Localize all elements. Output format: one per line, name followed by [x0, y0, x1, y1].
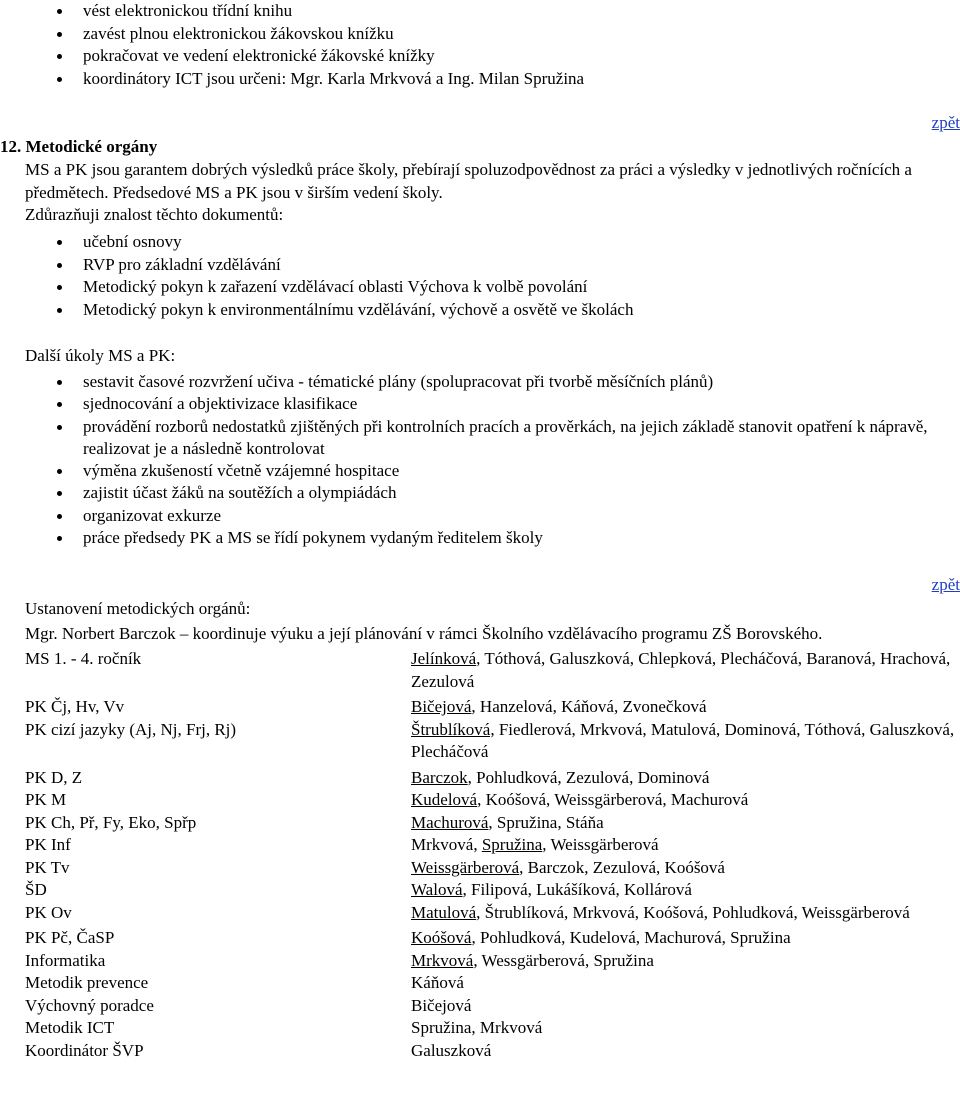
table-row — [25, 902, 955, 928]
table-row — [25, 950, 955, 973]
organ-members-cell — [411, 696, 955, 719]
list-item: RVP pro základní vzdělávání — [25, 254, 940, 277]
members-text: , Weissgärberová — [542, 835, 659, 854]
organ-name-cell: Metodik prevence — [25, 973, 149, 992]
chair-name: Mrkvová — [411, 950, 474, 970]
list-item: zavést plnou elektronickou žákovskou knížku — [25, 23, 940, 46]
further-tasks-label: Další úkoly MS a PK: — [25, 346, 176, 365]
table-row — [25, 767, 955, 790]
establishment-label: Ustanovení metodických orgánů: — [25, 599, 251, 618]
section-intro — [25, 159, 955, 227]
bullet-icon — [57, 9, 62, 14]
table-row — [25, 1017, 955, 1040]
table-row — [25, 972, 955, 995]
list-item: Metodický pokyn k zařazení vzdělávací oblasti Výchova k volbě povolání — [25, 276, 940, 299]
organ-members-cell — [411, 1017, 955, 1040]
members-text: , Hanzelová, Káňová, Zvonečková — [471, 697, 707, 716]
table-row — [25, 857, 955, 880]
bullet-icon — [57, 425, 62, 430]
table-row — [25, 789, 955, 812]
back-link[interactable]: zpět — [931, 113, 960, 132]
section-heading: 12. Metodické orgány — [0, 137, 158, 156]
list-item: pokračovat ve vedení elektronické žákovské knížky — [25, 45, 940, 68]
members-text: , Koóšová, Weissgärberová, Machurová — [477, 790, 749, 809]
table-row — [25, 812, 955, 835]
members-text: , Pohludková, Zezulová, Dominová — [467, 767, 710, 787]
bullet-icon — [57, 32, 62, 37]
organ-name-cell: PK Inf — [25, 835, 71, 854]
organ-name-cell: PK Tv — [25, 857, 70, 877]
organ-name-cell: PK Pč, ČaSP — [25, 928, 115, 947]
intro-paragraph: MS a PK jsou garantem dobrých výsledků práce školy, přebírají spoluzodpovědnost za práci a výsledky v jednotlivých ročnících a předmětech. Předsedové MS a PK jsou v širším vedení školy. — [25, 160, 912, 202]
bullet-icon — [57, 491, 62, 496]
chair-name: Weissgärberová — [411, 857, 520, 877]
organ-name-cell: Koordinátor ŠVP — [25, 1040, 144, 1060]
chair-name: Barczok — [411, 767, 468, 787]
organ-name-cell: ŠD — [25, 880, 47, 899]
organs-table-body — [25, 648, 955, 1062]
table-row — [25, 834, 955, 857]
members-text: , Štrublíková, Mrkvová, Koóšová, Pohludková, Weissgärberová — [476, 902, 910, 922]
members-text: Fiedlerová, Mrkvová, Matulová, Dominová, Tóthová, Galuszková, Plecháčová — [411, 719, 955, 761]
table-row — [25, 719, 955, 767]
organ-members-cell — [411, 789, 955, 812]
list-item: sjednocování a objektivizace klasifikace — [25, 393, 940, 415]
organ-members-cell — [411, 1040, 955, 1063]
organs-table — [25, 648, 955, 1062]
chair-name: Kudelová — [411, 790, 478, 809]
members-text: , Barczok, Zezulová, Koóšová — [519, 857, 725, 877]
bullet-icon — [57, 54, 62, 59]
bullet-icon — [57, 77, 62, 82]
list-item: koordinátory ICT jsou určeni: Mgr. Karla Mrkvová a Ing. Milan Spružina — [25, 68, 940, 91]
back-link[interactable]: zpět — [931, 575, 960, 594]
members-text: , Filipová, Lukášíková, Kollárová — [462, 880, 692, 899]
members-text: , Wessgärberová, Spružina — [473, 950, 654, 970]
organ-members-cell — [411, 879, 955, 902]
members-text: , Pohludková, Kudelová, Machurová, Spružina — [471, 928, 791, 947]
organ-name-cell: Výchovný poradce — [25, 995, 154, 1015]
documents-list — [0, 231, 940, 321]
table-row — [25, 995, 955, 1018]
organ-name-cell: PK cizí jazyky (Aj, Nj, Frj, Rj) — [25, 719, 237, 739]
list-item: práce předsedy PK a MS se řídí pokynem vydaným ředitelem školy — [25, 527, 940, 549]
members-text: , Tóthová, Galuszková, Chlepková, Plecháčová, Baranová, Hrachová, Zezulová — [411, 649, 951, 691]
chair-name: Koóšová — [411, 928, 472, 947]
organ-name-cell: MS 1. - 4. ročník — [25, 649, 142, 668]
bullet-icon — [57, 263, 62, 268]
table-row — [25, 879, 955, 902]
list-item: organizovat exkurze — [25, 505, 940, 527]
organ-members-cell — [411, 857, 955, 880]
list-item: zajistit účast žáků na soutěžích a olympiádách — [25, 482, 940, 504]
members-text: Spružina, Mrkvová — [411, 1018, 543, 1037]
chair-name: Spružina — [481, 835, 543, 854]
table-row — [25, 696, 955, 719]
members-text: Galuszková — [411, 1040, 492, 1060]
organ-members-cell — [411, 719, 955, 767]
bullet-icon — [57, 402, 62, 407]
list-item: výměna zkušeností včetně vzájemné hospitace — [25, 460, 940, 482]
chair-name: Matulová — [411, 902, 477, 922]
organ-name-cell: PK D, Z — [25, 767, 83, 787]
bullet-icon — [57, 469, 62, 474]
documents-intro: Zdůrazňuji znalost těchto dokumentů: — [25, 205, 284, 224]
organ-members-cell — [411, 902, 955, 928]
organ-members-cell — [411, 950, 955, 973]
members-text: Mrkvová, — [411, 835, 482, 854]
chair-name: Walová — [411, 880, 463, 899]
organ-members-cell — [411, 834, 955, 857]
table-row — [25, 648, 955, 696]
list-item: učební osnovy — [25, 231, 940, 254]
table-row — [25, 927, 955, 950]
bullet-icon — [57, 380, 62, 385]
organ-name-cell: PK M — [25, 790, 67, 809]
organ-members-cell — [411, 995, 955, 1018]
bullet-icon — [57, 536, 62, 541]
further-tasks-list — [0, 371, 940, 549]
organ-members-cell — [411, 812, 955, 835]
chair-name: Štrublíková, — [411, 719, 495, 739]
chair-name: Bičejová — [411, 697, 472, 716]
bullet-icon — [57, 514, 62, 519]
organ-members-cell — [411, 648, 955, 696]
bullet-icon — [57, 308, 62, 313]
ict-task-list — [0, 0, 940, 90]
chair-name: Machurová — [411, 812, 489, 832]
organ-name-cell: PK Čj, Hv, Vv — [25, 697, 125, 716]
coordinator-line: Mgr. Norbert Barczok – koordinuje výuku a její plánování v rámci Školního vzdělávacího programu ZŠ Borovského. — [25, 624, 823, 643]
organ-name-cell: PK Ch, Př, Fy, Eko, Spřp — [25, 812, 197, 832]
organ-members-cell — [411, 972, 955, 995]
members-text: , Spružina, Stáňa — [488, 812, 604, 832]
members-text: Bičejová — [411, 995, 472, 1015]
list-item: Metodický pokyn k environmentálnímu vzdělávání, výchově a osvětě ve školách — [25, 299, 940, 322]
organ-members-cell — [411, 927, 955, 950]
organ-members-cell — [411, 767, 955, 790]
members-text: Káňová — [411, 973, 464, 992]
organ-name-cell: PK Ov — [25, 902, 72, 922]
organ-name-cell: Informatika — [25, 950, 106, 970]
organ-name-cell: Metodik ICT — [25, 1018, 115, 1037]
bullet-icon — [57, 285, 62, 290]
list-item: vést elektronickou třídní knihu — [25, 0, 940, 23]
list-item: sestavit časové rozvržení učiva - tématické plány (spolupracovat při tvorbě měsíčních plánů) — [25, 371, 940, 393]
list-item: provádění rozborů nedostatků zjištěných při kontrolních pracích a prověrkách, na jejich základě stanovit opatření k nápravě, realizovat je a následně kontrolovat — [25, 416, 940, 461]
table-row — [25, 1040, 955, 1063]
bullet-icon — [57, 240, 62, 245]
chair-name: Jelínková — [411, 649, 477, 668]
